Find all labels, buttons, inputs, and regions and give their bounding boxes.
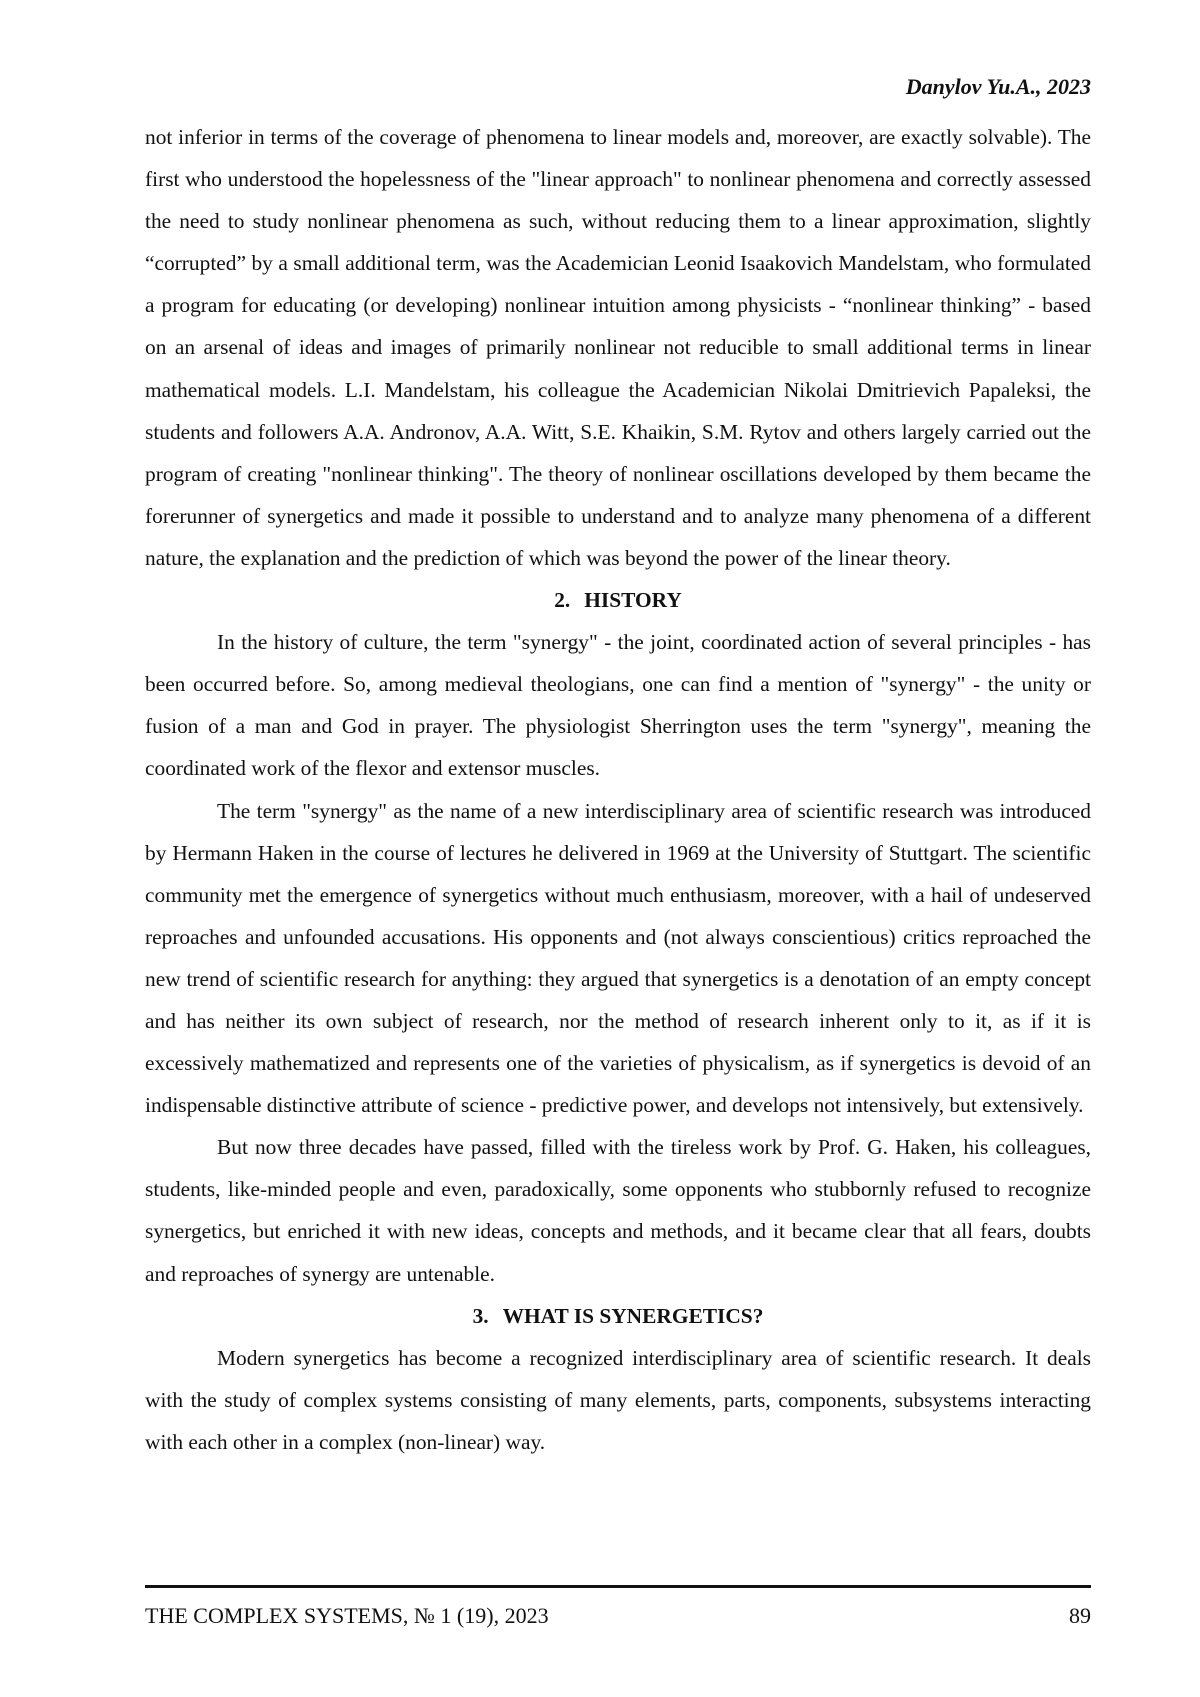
section-heading-history <box>145 579 1091 621</box>
paragraph-2: In the history of culture, the term "synergy" - the joint, coordinated action of several principles - has been occurred before. So, among medieval theologians, one can find a mention of "synergy" - the unity or fusion of a man and God in prayer. The physiologist Sherrington uses the term "synergy", meaning the coordinated work of the flexor and extensor muscles. <box>145 630 1091 781</box>
section-title: WHAT IS SYNERGETICS? <box>502 1303 764 1328</box>
running-head: Danylov Yu.A., 2023 <box>905 74 1091 99</box>
section-number: 2. <box>554 588 571 613</box>
section-heading-what-is-synergetics <box>145 1295 1091 1337</box>
section-number: 3. <box>472 1303 489 1328</box>
paragraph-3: The term "synergy" as the name of a new interdisciplinary area of scientific research was introduced by Hermann Haken in the course of lectures he delivered in 1969 at the University of Stuttgart. The scientific community met the emergence of synergetics without much enthusiasm, moreover, with a hail of undeserved reproaches and unfounded accusations. His opponents and (not always conscientious) critics reproached the new trend of scientific research for anything: they argued that synergetics is a denotation of an empty concept and has neither its own subject of research, nor the method of research inherent only to it, as if it is excessively mathematized and represents one of the varieties of physicalism, as if synergetics is devoid of an indispensable distinctive attribute of science - predictive power, and develops not intensively, but extensively. <box>145 798 1091 1118</box>
section-title: HISTORY <box>584 588 682 613</box>
page <box>145 0 1091 1697</box>
paragraph-5: Modern synergetics has become a recognized interdisciplinary area of scientific research. It deals with the study of complex systems consisting of many elements, parts, components, subsystems interacting with each other in a complex (non-linear) way. <box>145 1345 1091 1454</box>
footer-rule <box>145 1585 1091 1588</box>
paragraph-4: But now three decades have passed, filled with the tireless work by Prof. G. Haken, his colleagues, students, like-minded people and even, paradoxically, some opponents who stubbornly refused to recognize synergetics, but enriched it with new ideas, concepts and methods, and it became clear that all fears, doubts and reproaches of synergy are untenable. <box>145 1135 1091 1286</box>
journal-citation: THE COMPLEX SYSTEMS, № 1 (19), 2023 <box>145 1603 549 1628</box>
page-number: 89 <box>1069 1603 1091 1628</box>
paragraph-1: not inferior in terms of the coverage of phenomena to linear models and, moreover, are exactly solvable). The first who understood the hopelessness of the "linear approach" to nonlinear phenomena and correctly assessed the need to study nonlinear phenomena as such, without reducing them to a linear approximation, slightly “corrupted” by a small additional term, was the Academician Leonid Isaakovich Mandelstam, who formulated a program for educating (or developing) nonlinear intuition among physicists - “nonlinear thinking” - based on an arsenal of ideas and images of primarily nonlinear not reducible to small additional terms in linear mathematical models. L.I. Mandelstam, his colleague the Academician Nikolai Dmitrievich Papaleksi, the students and followers A.A. Andronov, A.A. Witt, S.E. Khaikin, S.M. Rytov and others largely carried out the program of creating "nonlinear thinking". The theory of nonlinear oscillations developed by them became the forerunner of synergetics and made it possible to understand and to analyze many phenomena of a different nature, the explanation and the prediction of which was beyond the power of the linear theory. <box>145 125 1091 570</box>
article-body <box>145 116 1091 1463</box>
